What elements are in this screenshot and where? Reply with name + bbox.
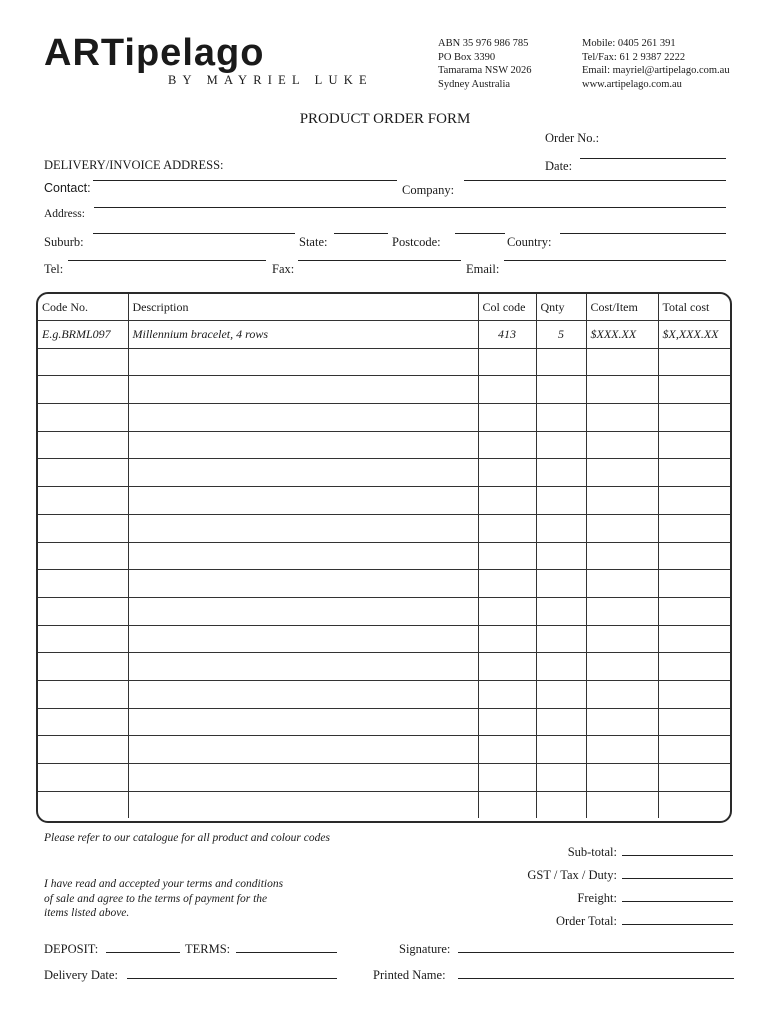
postcode-field[interactable] — [455, 233, 505, 234]
table-row — [38, 625, 730, 653]
suburb-text: Tamarama NSW 2026 — [438, 65, 532, 76]
col-code-cell[interactable] — [478, 764, 536, 792]
example-qnty: 5 — [536, 321, 586, 349]
qnty-cell[interactable] — [536, 625, 586, 653]
col-code-cell[interactable] — [478, 459, 536, 487]
printed-name-label: Printed Name: — [373, 968, 446, 982]
table-row — [38, 680, 730, 708]
example-description: Millennium bracelet, 4 rows — [128, 321, 478, 349]
col-code-cell[interactable] — [478, 680, 536, 708]
abn-text: ABN 35 976 986 785 — [438, 38, 529, 49]
col-code-cell[interactable] — [478, 431, 536, 459]
col-code-cell[interactable] — [478, 542, 536, 570]
table-header-row — [38, 294, 730, 321]
address-label: Address: — [44, 208, 85, 220]
col-code-cell[interactable] — [478, 348, 536, 376]
cost-item-cell[interactable] — [586, 542, 658, 570]
code-cell[interactable] — [38, 348, 128, 376]
col-code-cell[interactable] — [478, 404, 536, 432]
fax-field[interactable] — [298, 260, 461, 261]
contact-label: Contact: — [44, 181, 91, 195]
qnty-cell[interactable] — [536, 431, 586, 459]
total-cost-cell[interactable] — [658, 625, 730, 653]
freight-field[interactable] — [622, 901, 733, 902]
description-cell[interactable] — [128, 653, 478, 681]
contact-details — [582, 37, 730, 91]
terms-field[interactable] — [236, 952, 337, 953]
table-row — [38, 736, 730, 764]
table-row — [38, 764, 730, 792]
delivery-date-field[interactable] — [127, 978, 337, 979]
table-row — [38, 487, 730, 515]
order-total-field[interactable] — [622, 924, 733, 925]
printed-name-field[interactable] — [458, 978, 734, 979]
cost-item-cell[interactable] — [586, 764, 658, 792]
tel-label: Tel: — [44, 262, 64, 276]
form-title: PRODUCT ORDER FORM — [299, 111, 471, 127]
code-cell[interactable] — [38, 459, 128, 487]
description-cell[interactable] — [128, 570, 478, 598]
cost-item-cell[interactable] — [586, 736, 658, 764]
email-label: Email: — [466, 262, 500, 276]
description-cell[interactable] — [128, 404, 478, 432]
example-code: E.g.BRML097 — [38, 321, 128, 349]
qnty-cell[interactable] — [536, 597, 586, 625]
code-cell[interactable] — [38, 487, 128, 515]
delivery-date-label: Delivery Date: — [44, 968, 118, 982]
cost-item-cell[interactable] — [586, 625, 658, 653]
company-details — [438, 37, 532, 91]
description-cell[interactable] — [128, 487, 478, 515]
qnty-cell[interactable] — [536, 376, 586, 404]
total-cost-cell[interactable] — [658, 708, 730, 736]
total-cost-cell[interactable] — [658, 764, 730, 792]
cost-item-cell[interactable] — [586, 597, 658, 625]
company-logo: ARTipelago — [44, 32, 265, 74]
company-label: Company: — [402, 183, 455, 197]
qnty-cell[interactable] — [536, 570, 586, 598]
cost-item-cell[interactable] — [586, 431, 658, 459]
example-cost-item: $XXX.XX — [586, 321, 658, 349]
city-text: Sydney Australia — [438, 78, 511, 90]
terms-label: TERMS: — [185, 942, 231, 956]
catalogue-note: Please refer to our catalogue for all product and colour codes — [44, 832, 330, 844]
order-no-label: Order No.: — [545, 131, 600, 145]
cost-item-cell[interactable] — [586, 791, 658, 818]
example-total-cost: $X,XXX.XX — [658, 321, 730, 349]
col-code-cell[interactable] — [478, 736, 536, 764]
code-cell[interactable] — [38, 514, 128, 542]
table-row — [38, 791, 730, 818]
total-cost-cell[interactable] — [658, 404, 730, 432]
order-items-table — [36, 292, 732, 823]
tel-field[interactable] — [68, 260, 266, 261]
example-row — [38, 321, 730, 349]
email-text: Email: mayriel@artipelago.com.au — [582, 65, 730, 76]
qnty-cell[interactable] — [536, 514, 586, 542]
qnty-cell[interactable] — [536, 653, 586, 681]
code-cell[interactable] — [38, 736, 128, 764]
total-cost-cell[interactable] — [658, 736, 730, 764]
terms-line: items listed above. — [44, 907, 130, 919]
code-cell[interactable] — [38, 680, 128, 708]
total-cost-cell[interactable] — [658, 487, 730, 515]
total-cost-cell[interactable] — [658, 431, 730, 459]
qnty-cell[interactable] — [536, 542, 586, 570]
logo-subtitle: BY MAYRIEL LUKE — [168, 73, 373, 87]
company-field[interactable] — [464, 180, 726, 181]
cost-item-cell[interactable] — [586, 570, 658, 598]
mobile-text: Mobile: 0405 261 391 — [582, 38, 676, 49]
address-field[interactable] — [94, 207, 726, 208]
telfax-text: Tel/Fax: 61 2 9387 2222 — [582, 51, 686, 63]
table-row — [38, 653, 730, 681]
code-no-header: Code No. — [38, 294, 128, 321]
qnty-cell[interactable] — [536, 708, 586, 736]
description-cell[interactable] — [128, 764, 478, 792]
qnty-header: Qnty — [536, 294, 586, 321]
cost-item-cell[interactable] — [586, 653, 658, 681]
signature-label: Signature: — [399, 942, 451, 956]
deposit-field[interactable] — [106, 952, 180, 953]
state-label: State: — [299, 235, 328, 249]
qnty-cell[interactable] — [536, 404, 586, 432]
description-cell[interactable] — [128, 376, 478, 404]
gst-label: GST / Tax / Duty: — [527, 868, 617, 882]
cost-item-cell[interactable] — [586, 404, 658, 432]
table-row — [38, 542, 730, 570]
col-code-cell[interactable] — [478, 791, 536, 818]
example-col-code: 413 — [478, 321, 536, 349]
terms-line: I have read and accepted your terms and conditions — [44, 878, 284, 890]
cost-item-header: Cost/Item — [586, 294, 658, 321]
website-text: www.artipelago.com.au — [582, 78, 682, 90]
qnty-cell[interactable] — [536, 487, 586, 515]
total-cost-cell[interactable] — [658, 542, 730, 570]
col-code-header: Col code — [478, 294, 536, 321]
table-row — [38, 348, 730, 376]
postcode-label: Postcode: — [392, 235, 441, 249]
deposit-label: DEPOSIT: — [44, 942, 99, 956]
description-cell[interactable] — [128, 459, 478, 487]
code-cell[interactable] — [38, 597, 128, 625]
cost-item-cell[interactable] — [586, 348, 658, 376]
date-field[interactable] — [580, 158, 726, 159]
country-field[interactable] — [560, 233, 726, 234]
order-total-label: Order Total: — [555, 914, 617, 928]
col-code-cell[interactable] — [478, 487, 536, 515]
gst-field[interactable] — [622, 878, 733, 879]
code-cell[interactable] — [38, 431, 128, 459]
cost-item-cell[interactable] — [586, 680, 658, 708]
description-cell[interactable] — [128, 708, 478, 736]
qnty-cell[interactable] — [536, 764, 586, 792]
description-cell[interactable] — [128, 542, 478, 570]
table-row — [38, 708, 730, 736]
subtotal-label: Sub-total: — [567, 845, 617, 859]
col-code-cell[interactable] — [478, 653, 536, 681]
code-cell[interactable] — [38, 376, 128, 404]
freight-label: Freight: — [577, 891, 617, 905]
terms-acceptance — [44, 877, 283, 921]
subtotal-field[interactable] — [622, 855, 733, 856]
fax-label: Fax: — [272, 262, 295, 276]
total-cost-cell[interactable] — [658, 570, 730, 598]
total-cost-cell[interactable] — [658, 653, 730, 681]
terms-line: of sale and agree to the terms of payment for the — [44, 892, 268, 905]
contact-field[interactable] — [93, 180, 397, 181]
code-cell[interactable] — [38, 570, 128, 598]
cost-item-cell[interactable] — [586, 459, 658, 487]
total-cost-cell[interactable] — [658, 514, 730, 542]
code-cell[interactable] — [38, 708, 128, 736]
description-cell[interactable] — [128, 680, 478, 708]
total-cost-cell[interactable] — [658, 791, 730, 818]
total-cost-cell[interactable] — [658, 348, 730, 376]
description-header: Description — [128, 294, 478, 321]
table-row — [38, 376, 730, 404]
table-row — [38, 597, 730, 625]
date-label: Date: — [545, 159, 573, 173]
col-code-cell[interactable] — [478, 514, 536, 542]
col-code-cell[interactable] — [478, 708, 536, 736]
code-cell[interactable] — [38, 625, 128, 653]
code-cell[interactable] — [38, 404, 128, 432]
code-cell[interactable] — [38, 653, 128, 681]
state-field[interactable] — [334, 233, 388, 234]
table-row — [38, 459, 730, 487]
total-cost-cell[interactable] — [658, 597, 730, 625]
po-box-text: PO Box 3390 — [438, 51, 496, 63]
suburb-field[interactable] — [93, 233, 295, 234]
total-cost-cell[interactable] — [658, 376, 730, 404]
table-row — [38, 570, 730, 598]
suburb-label: Suburb: — [44, 235, 84, 249]
table-row — [38, 404, 730, 432]
code-cell[interactable] — [38, 542, 128, 570]
total-cost-cell[interactable] — [658, 680, 730, 708]
qnty-cell[interactable] — [536, 791, 586, 818]
col-code-cell[interactable] — [478, 376, 536, 404]
signature-field[interactable] — [458, 952, 734, 953]
cost-item-cell[interactable] — [586, 487, 658, 515]
country-label: Country: — [507, 235, 552, 249]
delivery-heading: DELIVERY/INVOICE ADDRESS: — [44, 158, 224, 172]
code-cell[interactable] — [38, 764, 128, 792]
qnty-cell[interactable] — [536, 736, 586, 764]
email-field[interactable] — [504, 260, 726, 261]
cost-item-cell[interactable] — [586, 514, 658, 542]
col-code-cell[interactable] — [478, 625, 536, 653]
cost-item-cell[interactable] — [586, 708, 658, 736]
col-code-cell[interactable] — [478, 597, 536, 625]
total-cost-header: Total cost — [658, 294, 730, 321]
description-cell[interactable] — [128, 431, 478, 459]
col-code-cell[interactable] — [478, 570, 536, 598]
description-cell[interactable] — [128, 625, 478, 653]
description-cell[interactable] — [128, 514, 478, 542]
qnty-cell[interactable] — [536, 680, 586, 708]
description-cell[interactable] — [128, 791, 478, 818]
total-cost-cell[interactable] — [658, 459, 730, 487]
description-cell[interactable] — [128, 736, 478, 764]
table-row — [38, 431, 730, 459]
description-cell[interactable] — [128, 597, 478, 625]
cost-item-cell[interactable] — [586, 376, 658, 404]
code-cell[interactable] — [38, 791, 128, 818]
qnty-cell[interactable] — [536, 459, 586, 487]
qnty-cell[interactable] — [536, 348, 586, 376]
description-cell[interactable] — [128, 348, 478, 376]
table-row — [38, 514, 730, 542]
